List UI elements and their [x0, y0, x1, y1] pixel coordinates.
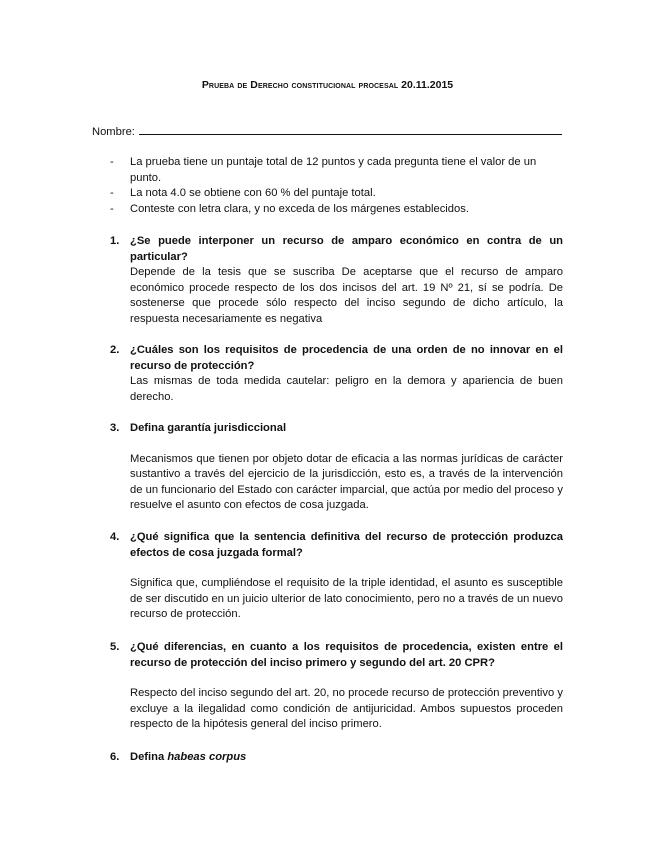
exam-title	[0, 78, 655, 94]
answer-text: Depende de la tesis que se suscriba De aceptarse que el recurso de amparo económico procede respecto de los dos incisos del art. 19 Nº 21, sí se podría. De sostenerse que procede sólo respecto del inciso segundo de dicho artículo, la respuesta necesariamente es negativa	[130, 266, 563, 325]
answer-text: Las mismas de toda medida cautelar: peligro en la demora y apariencia de buen derecho.	[130, 375, 563, 403]
question-number: 3.	[110, 422, 120, 434]
instruction-item	[110, 155, 562, 186]
instruction-bullet: -	[110, 202, 114, 215]
question-number: 6.	[110, 751, 120, 763]
question-text: ¿Qué diferencias, en cuanto a los requisitos de procedencia, existen entre el recurso de protección del inciso primero y segundo del art. 20 CPR?	[130, 641, 563, 669]
question-text: Defina garantía jurisdiccional	[130, 422, 287, 434]
name-blank-line	[139, 123, 562, 135]
question-5	[110, 640, 563, 733]
instructions-list	[110, 155, 562, 217]
question-text: ¿Qué significa que la sentencia definitiva del recurso de protección produzca efectos de cosa juzgada formal?	[130, 531, 563, 559]
name-label: Nombre:	[92, 126, 135, 138]
question-2	[110, 343, 563, 405]
instruction-item	[110, 202, 562, 218]
instruction-bullet: -	[110, 156, 114, 168]
question-prefix: Defina	[130, 751, 165, 763]
question-number: 1.	[110, 235, 120, 247]
question-4	[110, 530, 563, 623]
instruction-text: La nota 4.0 se obtiene con 60 % del puntaje total.	[130, 187, 376, 199]
question-text	[130, 750, 563, 766]
answer-text: Respecto del inciso segundo del art. 20, no procede recurso de protección preventivo y excluye a la ilegalidad como condición de antijuricidad. Ambos supuestos proceden respecto de la hipótesis general del inciso primero.	[130, 687, 563, 730]
exam-title-text: Prueba de Derecho constitucional procesal	[201, 79, 399, 91]
question-number: 4.	[110, 531, 120, 543]
question-1	[110, 234, 563, 327]
question-text: ¿Se puede interponer un recurso de amparo económico en contra de un particular?	[130, 235, 563, 263]
instruction-bullet: -	[110, 187, 114, 199]
question-3	[110, 421, 563, 514]
instruction-item	[110, 186, 562, 202]
question-italic-term: habeas corpus	[167, 751, 247, 763]
instruction-text: Conteste con letra clara, y no exceda de los márgenes establecidos.	[130, 202, 469, 215]
answer-text: Significa que, cumpliéndose el requisito de la triple identidad, el asunto es susceptible de ser discutido en un juicio ulterior de lato conocimiento, pero no a través de un nuevo recurso de protección.	[130, 577, 563, 620]
instruction-text: La prueba tiene un puntaje total de 12 puntos y cada pregunta tiene el valor de un punto.	[130, 156, 537, 184]
name-field-row	[92, 123, 562, 141]
answer-text: Mecanismos que tienen por objeto dotar de eficacia a las normas jurídicas de carácter sustantivo a través del ejercicio de la jurisdicción, esto es, a través de la intervención de un funcionario del Estado con carácter imparcial, que actúa por medio del proceso y resuelve el asunto con efectos de cosa juzgada.	[130, 452, 563, 511]
exam-date: 20.11.2015	[401, 79, 454, 91]
question-number: 5.	[110, 641, 120, 653]
question-text: ¿Cuáles son los requisitos de procedencia de una orden de no innovar en el recurso de protección?	[130, 344, 563, 372]
question-number: 2.	[110, 344, 120, 356]
question-6	[110, 750, 563, 766]
